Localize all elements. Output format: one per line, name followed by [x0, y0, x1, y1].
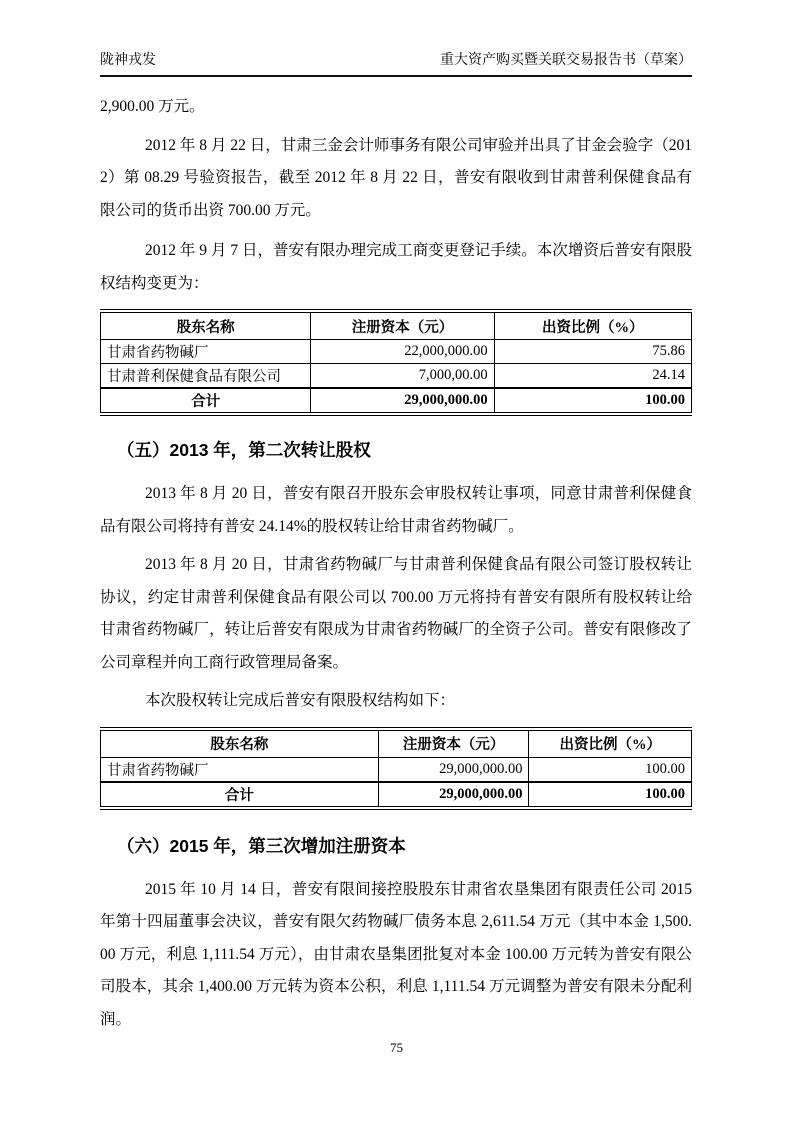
- table-cell-total-ratio: 100.00: [494, 388, 691, 414]
- column-header-contribution-ratio: 出资比例（%）: [494, 311, 691, 340]
- page-number: 75: [390, 1040, 403, 1055]
- paragraph-capital-verification: 2012 年 8 月 22 日，甘肃三金会计师事务有限公司审验并出具了甘金会验字（2012）第 08.29 号验资报告，截至 2012 年 8 月 22 日，普安有限收到甘肃普利保健食品有限公司的货币出资 700.00 万元。: [100, 136, 692, 219]
- section-heading-6: （六）2015 年，第三次增加注册资本: [117, 835, 406, 856]
- table-row: [101, 340, 692, 364]
- table-cell-capital: 22,000,000.00: [311, 340, 494, 364]
- table-cell-total-ratio: 100.00: [529, 782, 692, 808]
- shareholding-table-2: [100, 727, 692, 810]
- page-header: [100, 0, 692, 77]
- page-content: [100, 0, 692, 1036]
- shareholding-table-1: [100, 309, 692, 416]
- table-total-row: [101, 388, 692, 414]
- table-cell-total-label: 合计: [101, 782, 379, 808]
- table-cell-capital: 7,000,00.00: [311, 364, 494, 389]
- table-cell-shareholder: 甘肃省药物碱厂: [101, 340, 311, 364]
- table-row: [101, 364, 692, 389]
- table-header-row: [101, 311, 692, 340]
- column-header-registered-capital: 注册资本（元）: [378, 729, 529, 758]
- table-cell-total-capital: 29,000,000.00: [311, 388, 494, 414]
- paragraph-capital-increase: 2015 年 10 月 14 日，普安有限间接控股股东甘肃省农垦集团有限责任公司 2015 年第十四届董事会决议，普安有限欠药物碱厂债务本息 2,611.54 万元（其中本金 1,500.00 万元，利息 1,111.54 万元），由甘肃农垦集团批复对本金 100.00 万元转为普安有限公司股本，其余 1,400.00 万元转为资本公积，利息 1,111.54 万元调整为普安有限未分配利润。: [100, 880, 692, 1028]
- table-cell-ratio: 100.00: [529, 757, 692, 782]
- column-header-shareholder: 股东名称: [101, 311, 311, 340]
- table-cell-ratio: 24.14: [494, 364, 691, 389]
- header-left-title: 陇神戎发: [100, 53, 156, 68]
- table-cell-total-label: 合计: [101, 388, 311, 414]
- paragraph-equity-transfer-resolution: 2013 年 8 月 20 日，普安有限召开股东会审股权转让事项，同意甘肃普利保健食品有限公司将持有普安 24.14%的股权转让给甘肃省药物碱厂。: [100, 485, 692, 535]
- table-cell-total-capital: 29,000,000.00: [378, 782, 529, 808]
- table-row: [101, 757, 692, 782]
- paragraph-continuation: 2,900.00 万元。: [100, 98, 205, 115]
- table-cell-shareholder: 甘肃省药物碱厂: [101, 757, 379, 782]
- header-right-title: 重大资产购买暨关联交易报告书（草案）: [440, 53, 692, 68]
- column-header-contribution-ratio: 出资比例（%）: [529, 729, 692, 758]
- paragraph-equity-transfer-agreement: 2013 年 8 月 20 日，甘肃省药物碱厂与甘肃普利保健食品有限公司签订股权转让协议，约定甘肃普利保健食品有限公司以 700.00 万元将持有普安有限所有股权转让给甘肃省药物碱厂，转让后普安有限成为甘肃省药物碱厂的全资子公司。普安有限修改了公司章程并向工商行政管理局备案。: [100, 556, 692, 671]
- paragraph-table2-intro: 本次股权转让完成后普安有限股权结构如下：: [145, 692, 456, 709]
- table-total-row: [101, 782, 692, 808]
- table-cell-capital: 29,000,000.00: [378, 757, 529, 782]
- section-heading-5: （五）2013 年，第二次转让股权: [117, 440, 371, 460]
- column-header-shareholder: 股东名称: [101, 729, 379, 758]
- table-header-row: [101, 729, 692, 758]
- column-header-registered-capital: 注册资本（元）: [311, 311, 494, 340]
- paragraph-registration-change: 2012 年 9 月 7 日，普安有限办理完成工商变更登记手续。本次增资后普安有限股权结构变更为：: [100, 242, 692, 292]
- table-cell-ratio: 75.86: [494, 340, 691, 364]
- table-cell-shareholder: 甘肃普利保健食品有限公司: [101, 364, 311, 389]
